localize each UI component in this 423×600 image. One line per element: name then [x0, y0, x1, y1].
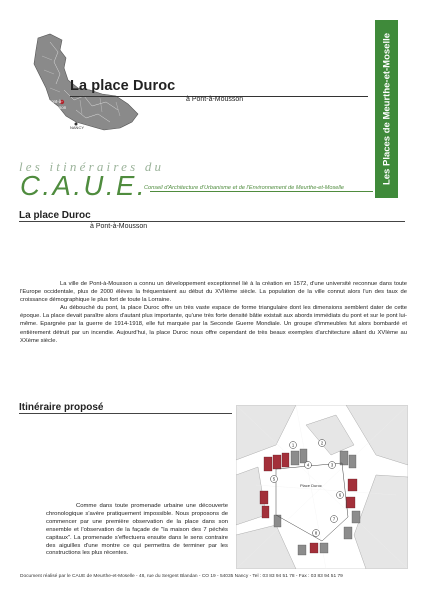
- map-number: 5: [272, 476, 276, 482]
- map-number: 7: [332, 516, 336, 522]
- page-title: La place Duroc: [70, 78, 176, 94]
- caue-rule: [150, 191, 373, 192]
- map-number: 6: [338, 492, 342, 498]
- map-number: 8: [314, 530, 318, 536]
- map-number: 4: [306, 462, 310, 468]
- side-band-label: Les Places de Meurthe-et-Moselle: [381, 32, 392, 186]
- section-subtitle: à Pont-à-Mousson: [90, 223, 148, 230]
- street-map: [236, 405, 408, 569]
- map-number: 1: [291, 442, 295, 448]
- section-title: La place Duroc: [19, 210, 91, 221]
- section-title: Itinéraire proposé: [19, 402, 104, 413]
- page-subtitle: à Pont-à-Mousson: [186, 96, 244, 103]
- map-place-label: Place Duroc: [300, 483, 322, 488]
- itinerary-text: Comme dans toute promenade urbaine une découverte chronologique s'avère pratiquement impossible. Nous proposons de commencer par une première observation de la place dans son ensemble et l'observation de la façade de "la maison des 7 péchés capitaux". La promenade s'effectuera ensuite dans le sens contraire des aiguilles d'une montre ce qui permettra de terminer par les constructions les plus récentes.: [46, 503, 228, 557]
- map-number: 2: [320, 440, 324, 446]
- caue-logo: C.A.U.E.: [20, 170, 147, 201]
- intro-paragraph: La ville de Pont-à-Mousson a connu un développement exceptionnel lié à la création en 1572, d'une université reconnue dans toute l'Europe occidentale, plus de 2000 élèves la fréquentaient au début du XVIIème siècle. La population de la ville connut alors l'un des taux de croissance démographique le plus fort de toute la Lorraine.: [20, 281, 407, 304]
- section-rule: [19, 221, 405, 222]
- map-number: 3: [330, 462, 334, 468]
- intro-text: [20, 280, 407, 345]
- caue-tagline: Conseil d'Architecture d'Urbanisme et de l'Environnement de Meurthe-et-Moselle: [144, 185, 345, 191]
- map-city-label: NANCY: [70, 125, 85, 130]
- itineraires-label: les itinéraires du: [19, 159, 165, 174]
- section-rule: [19, 413, 232, 414]
- map-city-label: Mousson: [48, 105, 67, 110]
- footer-text: Document réalisé par le CAUE de Meurthe-et-Moselle - 48, rue du Sergent Blandan - CO 19 - 54035 Nancy - Tel : 03 83 94 51 78 - Fax : 03 83 94 51 79: [20, 574, 343, 579]
- map-city-label: Pont-à-: [48, 99, 63, 104]
- side-band-label-wrap: [375, 20, 398, 198]
- intro-paragraph: Au débouché du pont, la place Duroc offre un très vaste espace de forme triangulaire dont les dimensions semblent dater de cette époque. La place devait paraître alors d'autant plus importante, qu'une très forte densité bâtie existait aux abords immédiats du pont et sur le pont lui-même. Epargnée par la guerre de 1914-1918, elle fut marquée par la Seconde Guerre Mondiale. Un groupe d'immeubles fut alors bombardé et entièrement détruit par un incendie. Aujourd'hui, la place Duroc nous offre cependant de très beaux exemples d'architecture allant du XVIème au XXème siècle.: [20, 305, 407, 344]
